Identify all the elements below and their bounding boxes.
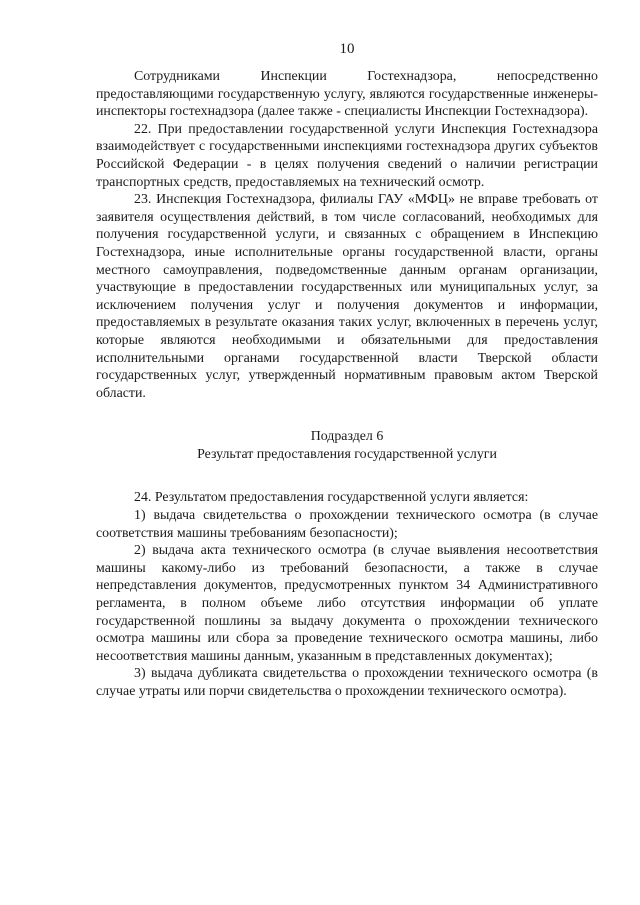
document-page xyxy=(96,40,598,701)
list-item-2: 2) выдача акта технического осмотра (в случае выявления несоответствия машины какому-либо из требований безопасности, а также в случае непредставления документов, предусмотренных пунктом 34 Административного регламента, в полном объеме либо отсутствия информации об уплате государственной пошлины за выдачу документа о прохождении технического осмотра машины или сбора за проведение технического осмотра машины, либо несоответствия машины данным, указанным в представленных документах); xyxy=(96,543,598,664)
list-item-3: 3) выдача дубликата свидетельства о прохождении технического осмотра (в случае утраты или порчи свидетельства о прохождении технического осмотра). xyxy=(96,666,598,699)
paragraph-23: 23. Инспекция Гостехнадзора, филиалы ГАУ «МФЦ» не вправе требовать от заявителя осуществления действий, в том числе согласований, необходимых для получения государственной услуги, и связанных с обращением в Инспекцию Гостехнадзора, иные исполнительные органы государственной власти, органы местного самоуправления, подведомственные данным органам организации, участвующие в предоставлении государственных или муниципальных услуг, за исключением получения услуг и получения документов и информации, предоставляемых в результате оказания таких услуг, включенных в перечень услуг, которые являются необходимыми и обязательными для предоставления исполнительными органами государственной власти Тверской области государственных услуг, утвержденный нормативным правовым актом Тверской области. xyxy=(96,192,598,401)
paragraph-24: 24. Результатом предоставления государственной услуги является: xyxy=(134,490,529,506)
list-item-1: 1) выдача свидетельства о прохождении технического осмотра (в случае соответствия машины требованиям безопасности); xyxy=(96,508,598,541)
subsection-title: Результат предоставления государственной услуги xyxy=(197,446,497,462)
paragraph-22: 22. При предоставлении государственной услуги Инспекция Гостехнадзора взаимодействует с государственными инспекциями гостехнадзора других субъектов Российской Федерации - в целях получения сведений о наличии регистрации транспортных средств, предоставляемых на технический осмотр. xyxy=(96,121,598,190)
section-spacer xyxy=(96,402,598,428)
paragraph-inspectors: Сотрудниками Инспекции Гостехнадзора, непосредственно предоставляющими государственную услугу, являются государственные инженеры-инспекторы гостехнадзора (далее также - специалисты Инспекции Гостехнадзора). xyxy=(96,69,598,120)
page-number: 10 xyxy=(339,41,355,57)
subsection-label: Подраздел 6 xyxy=(310,429,384,445)
